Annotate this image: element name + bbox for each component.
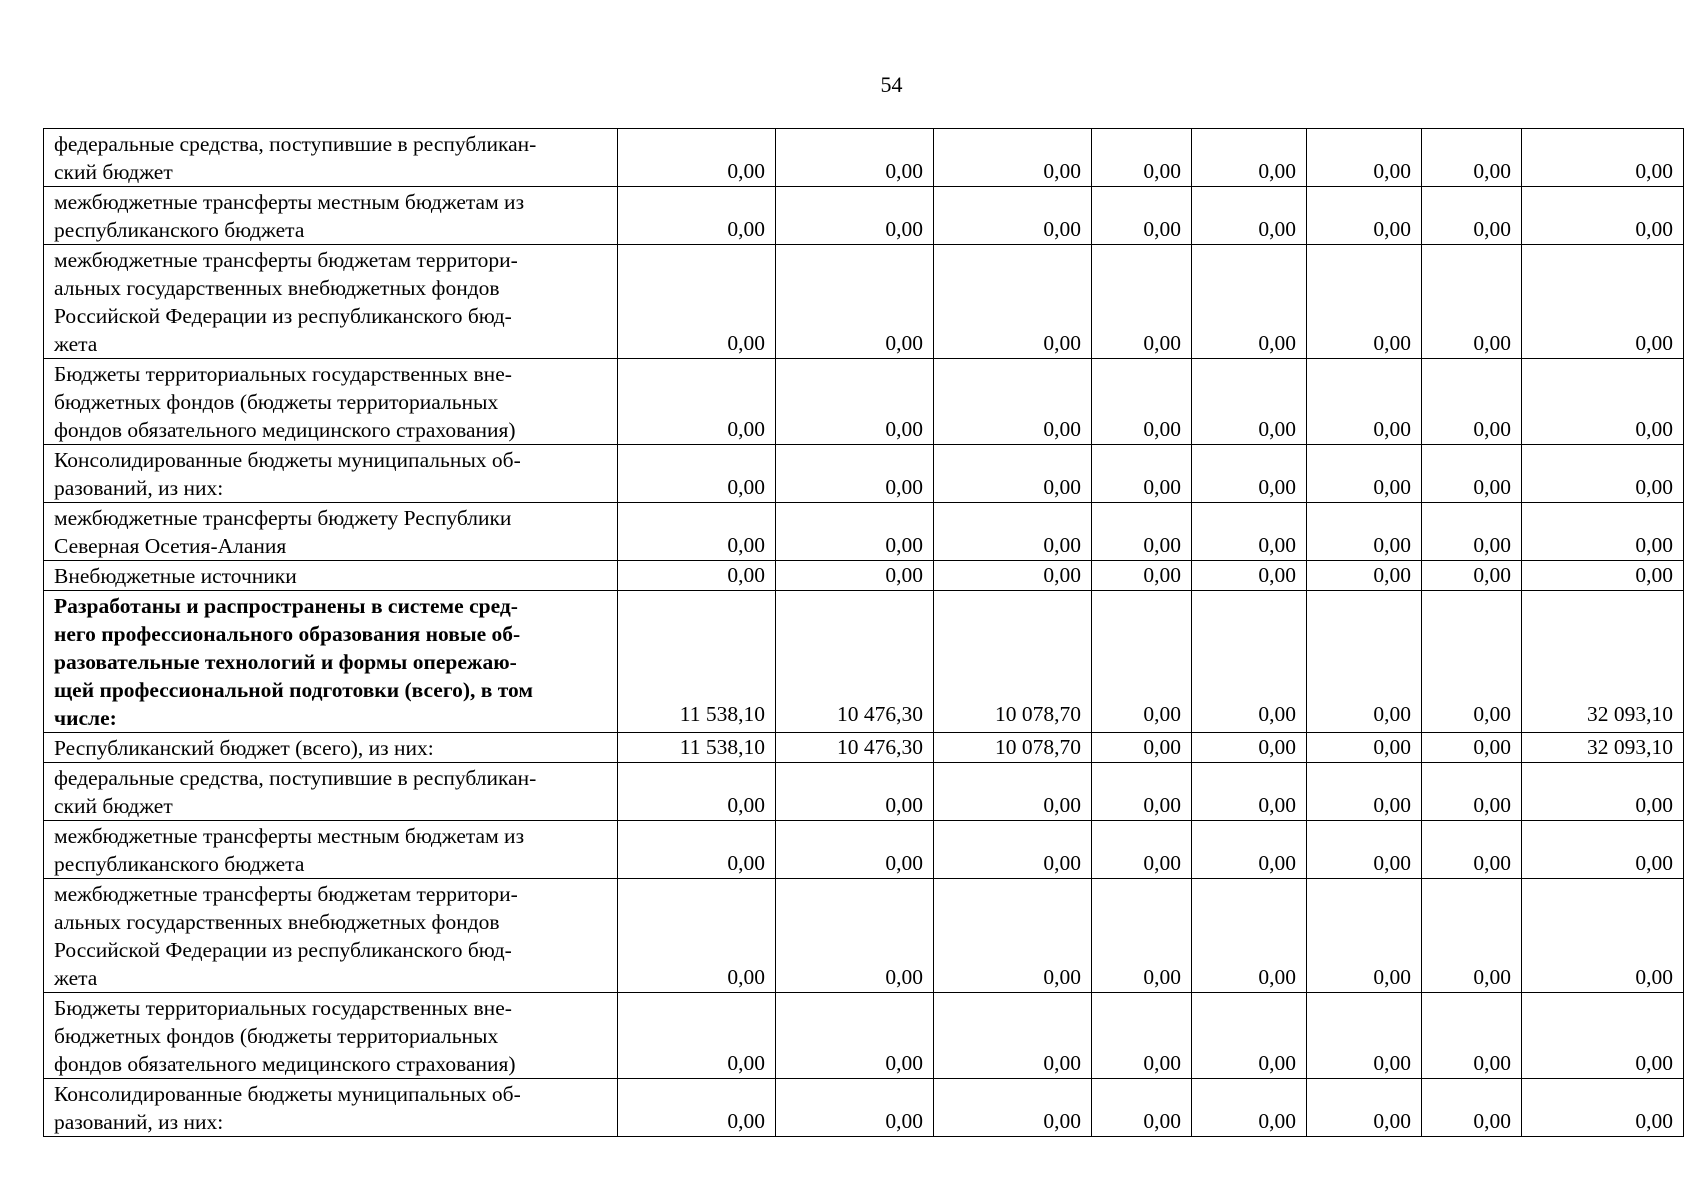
budget-table: [43, 128, 1684, 1137]
value-cell: 0,00: [1192, 245, 1307, 359]
value-cell: 0,00: [1307, 245, 1422, 359]
row-label-line: Разработаны и распространены в системе сред-: [54, 594, 518, 618]
row-label: [44, 733, 618, 763]
row-label: [44, 359, 618, 445]
value-cell: 0,00: [776, 763, 934, 821]
value-cell: 0,00: [934, 359, 1092, 445]
row-label-line: разований, из них:: [54, 476, 224, 500]
value-cell: 0,00: [1522, 879, 1684, 993]
row-label-line: бюджетных фондов (бюджеты территориальных: [54, 1024, 499, 1048]
value-cell: 0,00: [1192, 879, 1307, 993]
value-cell: 0,00: [1307, 359, 1422, 445]
row-label-line: межбюджетные трансферты местным бюджетам из: [54, 190, 525, 214]
value-cell: 0,00: [1522, 445, 1684, 503]
value-cell: 0,00: [1092, 503, 1192, 561]
table-row: [44, 359, 1684, 445]
value-cell: 0,00: [618, 993, 776, 1079]
row-label: [44, 763, 618, 821]
value-cell: 0,00: [618, 129, 776, 187]
table-row: [44, 187, 1684, 245]
table-row: [44, 503, 1684, 561]
value-cell: 0,00: [1092, 359, 1192, 445]
page-number: 54: [880, 72, 903, 97]
value-cell: 0,00: [1307, 733, 1422, 763]
value-cell: 0,00: [1307, 993, 1422, 1079]
value-cell: 0,00: [1422, 1079, 1522, 1137]
value-cell: 0,00: [1307, 821, 1422, 879]
value-cell: 11 538,10: [618, 591, 776, 733]
budget-table-body: [44, 129, 1684, 1137]
value-cell: 0,00: [1422, 733, 1522, 763]
value-cell: 0,00: [1522, 359, 1684, 445]
value-cell: 0,00: [1192, 1079, 1307, 1137]
value-cell: 0,00: [776, 1079, 934, 1137]
value-cell: 0,00: [1192, 561, 1307, 591]
value-cell: 0,00: [1522, 561, 1684, 591]
row-label-line: числе:: [54, 706, 117, 730]
row-label-line: Российской Федерации из республиканского бюд-: [54, 938, 512, 962]
row-label: [44, 591, 618, 733]
value-cell: 0,00: [1092, 1079, 1192, 1137]
value-cell: 0,00: [1307, 1079, 1422, 1137]
value-cell: 32 093,10: [1522, 733, 1684, 763]
value-cell: 0,00: [776, 445, 934, 503]
row-label-line: Российской Федерации из республиканского бюд-: [54, 304, 512, 328]
value-cell: 0,00: [1192, 821, 1307, 879]
row-label-line: ский бюджет: [54, 794, 173, 818]
value-cell: 0,00: [618, 359, 776, 445]
row-label-line: щей профессиональной подготовки (всего), в том: [54, 678, 533, 702]
table-row: [44, 763, 1684, 821]
value-cell: 0,00: [618, 763, 776, 821]
row-label-line: Бюджеты территориальных государственных вне-: [54, 996, 512, 1020]
value-cell: 0,00: [1422, 561, 1522, 591]
row-label-line: разований, из них:: [54, 1110, 224, 1134]
value-cell: 0,00: [776, 359, 934, 445]
value-cell: 0,00: [934, 445, 1092, 503]
value-cell: 10 476,30: [776, 733, 934, 763]
table-row: [44, 445, 1684, 503]
value-cell: 0,00: [618, 1079, 776, 1137]
value-cell: 0,00: [1192, 993, 1307, 1079]
row-label-line: альных государственных внебюджетных фондов: [54, 276, 500, 300]
value-cell: 0,00: [934, 187, 1092, 245]
value-cell: 0,00: [1422, 993, 1522, 1079]
value-cell: 11 538,10: [618, 733, 776, 763]
row-label-line: фондов обязательного медицинского страхования): [54, 418, 516, 442]
value-cell: 0,00: [1522, 503, 1684, 561]
value-cell: 0,00: [1307, 445, 1422, 503]
row-label-line: Северная Осетия-Алания: [54, 534, 287, 558]
value-cell: 0,00: [934, 879, 1092, 993]
value-cell: 0,00: [1422, 359, 1522, 445]
row-label-line: межбюджетные трансферты местным бюджетам из: [54, 824, 525, 848]
value-cell: 0,00: [1092, 561, 1192, 591]
value-cell: 0,00: [776, 561, 934, 591]
row-label-line: федеральные средства, поступившие в республикан-: [54, 766, 537, 790]
value-cell: 0,00: [1092, 187, 1192, 245]
row-label-line: Консолидированные бюджеты муниципальных об-: [54, 1082, 521, 1106]
row-label-line: республиканского бюджета: [54, 852, 305, 876]
value-cell: 0,00: [1307, 503, 1422, 561]
table-row: [44, 1079, 1684, 1137]
value-cell: 0,00: [1092, 245, 1192, 359]
value-cell: 0,00: [1192, 763, 1307, 821]
value-cell: 0,00: [1522, 993, 1684, 1079]
row-label: [44, 445, 618, 503]
value-cell: 0,00: [934, 821, 1092, 879]
row-label: [44, 129, 618, 187]
value-cell: 0,00: [1307, 763, 1422, 821]
value-cell: 0,00: [1092, 591, 1192, 733]
row-label: [44, 879, 618, 993]
value-cell: 0,00: [1192, 129, 1307, 187]
row-label-line: альных государственных внебюджетных фондов: [54, 910, 500, 934]
row-label: [44, 245, 618, 359]
value-cell: 0,00: [1522, 1079, 1684, 1137]
value-cell: 0,00: [618, 503, 776, 561]
value-cell: 0,00: [1092, 129, 1192, 187]
row-label-line: межбюджетные трансферты бюджетам территори-: [54, 248, 518, 272]
value-cell: 0,00: [1307, 591, 1422, 733]
value-cell: 10 078,70: [934, 733, 1092, 763]
value-cell: 0,00: [1192, 591, 1307, 733]
table-row: [44, 879, 1684, 993]
value-cell: 0,00: [1422, 821, 1522, 879]
value-cell: 0,00: [1422, 187, 1522, 245]
row-label: [44, 993, 618, 1079]
value-cell: 0,00: [1422, 129, 1522, 187]
value-cell: 0,00: [1192, 445, 1307, 503]
row-label-line: жета: [54, 966, 98, 990]
value-cell: 0,00: [1092, 763, 1192, 821]
value-cell: 0,00: [1192, 359, 1307, 445]
value-cell: 10 476,30: [776, 591, 934, 733]
value-cell: 0,00: [1522, 129, 1684, 187]
value-cell: 0,00: [1092, 733, 1192, 763]
row-label-line: фондов обязательного медицинского страхования): [54, 1052, 516, 1076]
value-cell: 0,00: [618, 187, 776, 245]
value-cell: 0,00: [934, 129, 1092, 187]
value-cell: 0,00: [618, 245, 776, 359]
row-label-line: разовательные технологий и формы опережаю-: [54, 650, 517, 674]
table-row: [44, 733, 1684, 763]
row-label-line: межбюджетные трансферты бюджетам территори-: [54, 882, 518, 906]
row-label-line: жета: [54, 332, 98, 356]
value-cell: 0,00: [934, 503, 1092, 561]
value-cell: 0,00: [776, 879, 934, 993]
value-cell: 0,00: [776, 245, 934, 359]
value-cell: 0,00: [776, 821, 934, 879]
value-cell: 0,00: [934, 993, 1092, 1079]
value-cell: 0,00: [934, 1079, 1092, 1137]
row-label-line: Республиканский бюджет (всего), из них:: [54, 736, 434, 760]
value-cell: 0,00: [1307, 187, 1422, 245]
row-label-line: ский бюджет: [54, 160, 173, 184]
row-label-line: межбюджетные трансферты бюджету Республики: [54, 506, 512, 530]
row-label: [44, 503, 618, 561]
value-cell: 0,00: [1307, 129, 1422, 187]
row-label: [44, 187, 618, 245]
value-cell: 0,00: [618, 821, 776, 879]
table-row: [44, 993, 1684, 1079]
table-row: [44, 821, 1684, 879]
row-label-line: него профессионального образования новые об-: [54, 622, 521, 646]
value-cell: 10 078,70: [934, 591, 1092, 733]
value-cell: 0,00: [618, 561, 776, 591]
value-cell: 0,00: [1422, 879, 1522, 993]
value-cell: 0,00: [1092, 821, 1192, 879]
row-label-line: Бюджеты территориальных государственных вне-: [54, 362, 512, 386]
table-row: [44, 245, 1684, 359]
value-cell: 0,00: [1522, 821, 1684, 879]
value-cell: 0,00: [1422, 591, 1522, 733]
value-cell: 0,00: [1192, 187, 1307, 245]
value-cell: 0,00: [618, 445, 776, 503]
value-cell: 0,00: [1522, 763, 1684, 821]
row-label-line: бюджетных фондов (бюджеты территориальных: [54, 390, 499, 414]
row-label-line: республиканского бюджета: [54, 218, 305, 242]
value-cell: 0,00: [934, 763, 1092, 821]
row-label-line: федеральные средства, поступившие в республикан-: [54, 132, 537, 156]
value-cell: 0,00: [1092, 445, 1192, 503]
value-cell: 0,00: [776, 129, 934, 187]
value-cell: 0,00: [1522, 245, 1684, 359]
value-cell: 0,00: [1092, 879, 1192, 993]
row-label-line: Консолидированные бюджеты муниципальных об-: [54, 448, 521, 472]
value-cell: 0,00: [618, 879, 776, 993]
value-cell: 32 093,10: [1522, 591, 1684, 733]
value-cell: 0,00: [776, 993, 934, 1079]
table-row-total: [44, 591, 1684, 733]
value-cell: 0,00: [1092, 993, 1192, 1079]
value-cell: 0,00: [934, 245, 1092, 359]
value-cell: 0,00: [934, 561, 1092, 591]
value-cell: 0,00: [1522, 187, 1684, 245]
row-label: [44, 561, 618, 591]
value-cell: 0,00: [1307, 561, 1422, 591]
value-cell: 0,00: [776, 187, 934, 245]
value-cell: 0,00: [1192, 733, 1307, 763]
value-cell: 0,00: [1422, 763, 1522, 821]
row-label-line: Внебюджетные источники: [54, 564, 297, 588]
row-label: [44, 821, 618, 879]
row-label: [44, 1079, 618, 1137]
value-cell: 0,00: [1422, 445, 1522, 503]
table-row: [44, 561, 1684, 591]
value-cell: 0,00: [1422, 503, 1522, 561]
value-cell: 0,00: [1192, 503, 1307, 561]
value-cell: 0,00: [1422, 245, 1522, 359]
value-cell: 0,00: [1307, 879, 1422, 993]
value-cell: 0,00: [776, 503, 934, 561]
table-row: [44, 129, 1684, 187]
